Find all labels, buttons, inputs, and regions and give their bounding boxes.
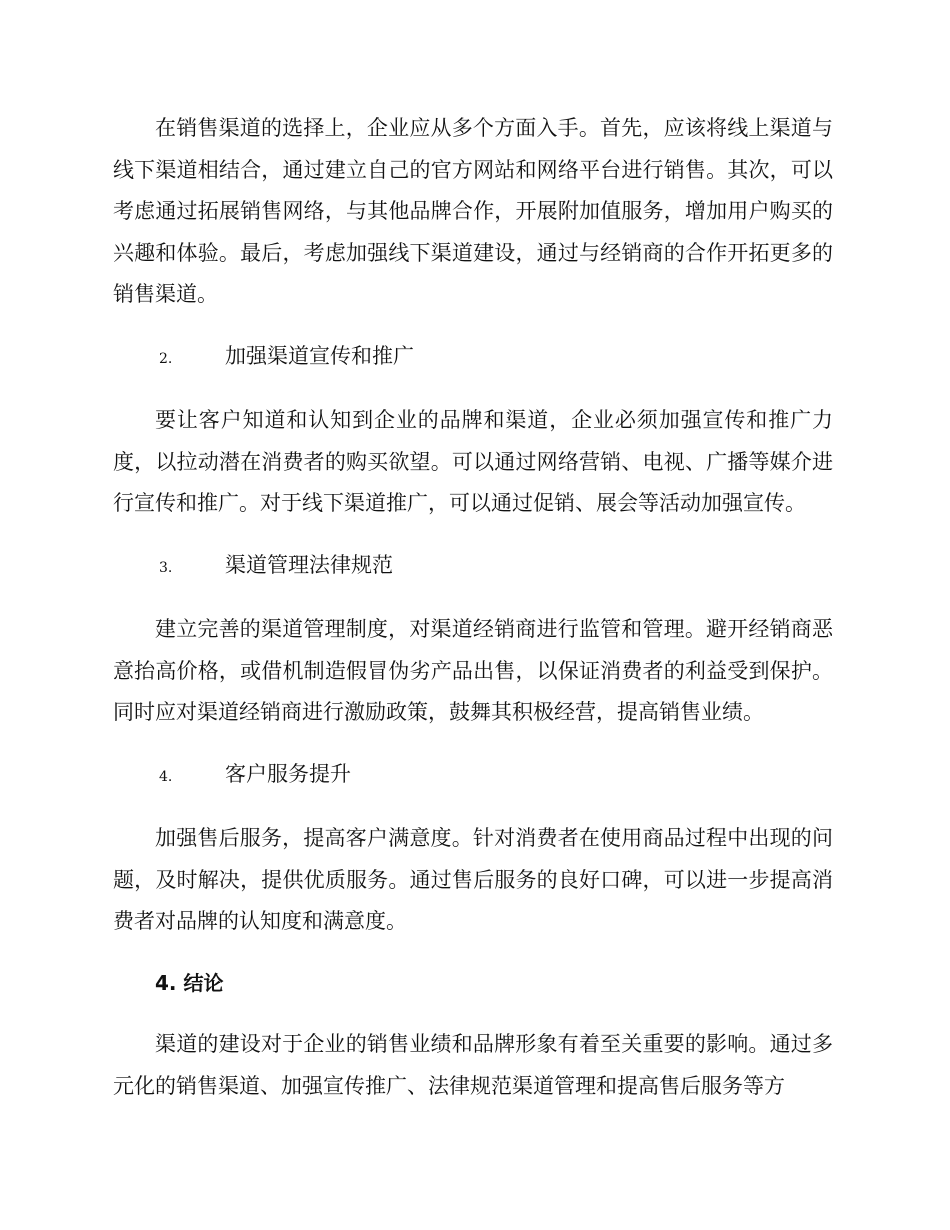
list-heading-channel-promotion xyxy=(113,336,833,381)
paragraph-sales-channel-selection: 在销售渠道的选择上，企业应从多个方面入手。首先，应该将线上渠道与线下渠道相结合，通过建立自己的官方网站和网络平台进行销售。其次，可以考虑通过拓展销售网络，与其他品牌合作，开展附加值服务，增加用户购买的兴趣和体验。最后，考虑加强线下渠道建设，通过与经销商的合作开拓更多的销售渠道。 xyxy=(113,116,833,306)
list-number: 2. xyxy=(159,350,173,367)
list-title: 客户服务提升 xyxy=(225,761,351,786)
paragraph-customer-service: 加强售后服务，提高客户满意度。针对消费者在使用商品过程中出现的问题，及时解决，提供优质服务。通过售后服务的良好口碑，可以进一步提高消费者对品牌的认知度和满意度。 xyxy=(113,826,833,933)
list-number: 3. xyxy=(159,559,173,576)
document-page xyxy=(113,108,833,1127)
paragraph-conclusion: 渠道的建设对于企业的销售业绩和品牌形象有着至关重要的影响。通过多元化的销售渠道、加强宣传推广、法律规范渠道管理和提高售后服务等方 xyxy=(113,1032,833,1098)
paragraph-channel-promotion: 要让客户知道和认知到企业的品牌和渠道，企业必须加强宣传和推广力度，以拉动潜在消费者的购买欲望。可以通过网络营销、电视、广播等媒介进行宣传和推广。对于线下渠道推广，可以通过促销、展会等活动加强宣传。 xyxy=(113,408,833,515)
paragraph-channel-regulation: 建立完善的渠道管理制度，对渠道经销商进行监管和管理。避开经销商恶意抬高价格，或借机制造假冒伪劣产品出售，以保证消费者的利益受到保护。同时应对渠道经销商进行激励政策，鼓舞其积极经营，提高销售业绩。 xyxy=(113,617,833,724)
list-heading-customer-service xyxy=(113,754,833,799)
list-number: 4. xyxy=(159,768,173,785)
list-heading-channel-regulation xyxy=(113,545,833,590)
section-heading-conclusion: 4. 结论 xyxy=(155,970,224,995)
list-title: 加强渠道宣传和推广 xyxy=(225,343,414,368)
list-title: 渠道管理法律规范 xyxy=(225,552,393,577)
